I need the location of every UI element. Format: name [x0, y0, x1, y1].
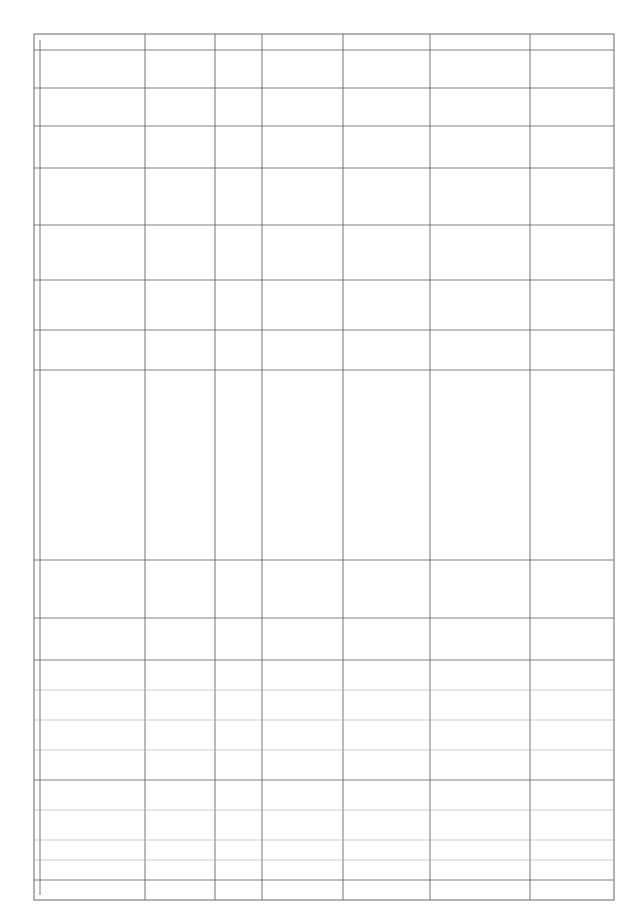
table-frame — [34, 34, 614, 900]
